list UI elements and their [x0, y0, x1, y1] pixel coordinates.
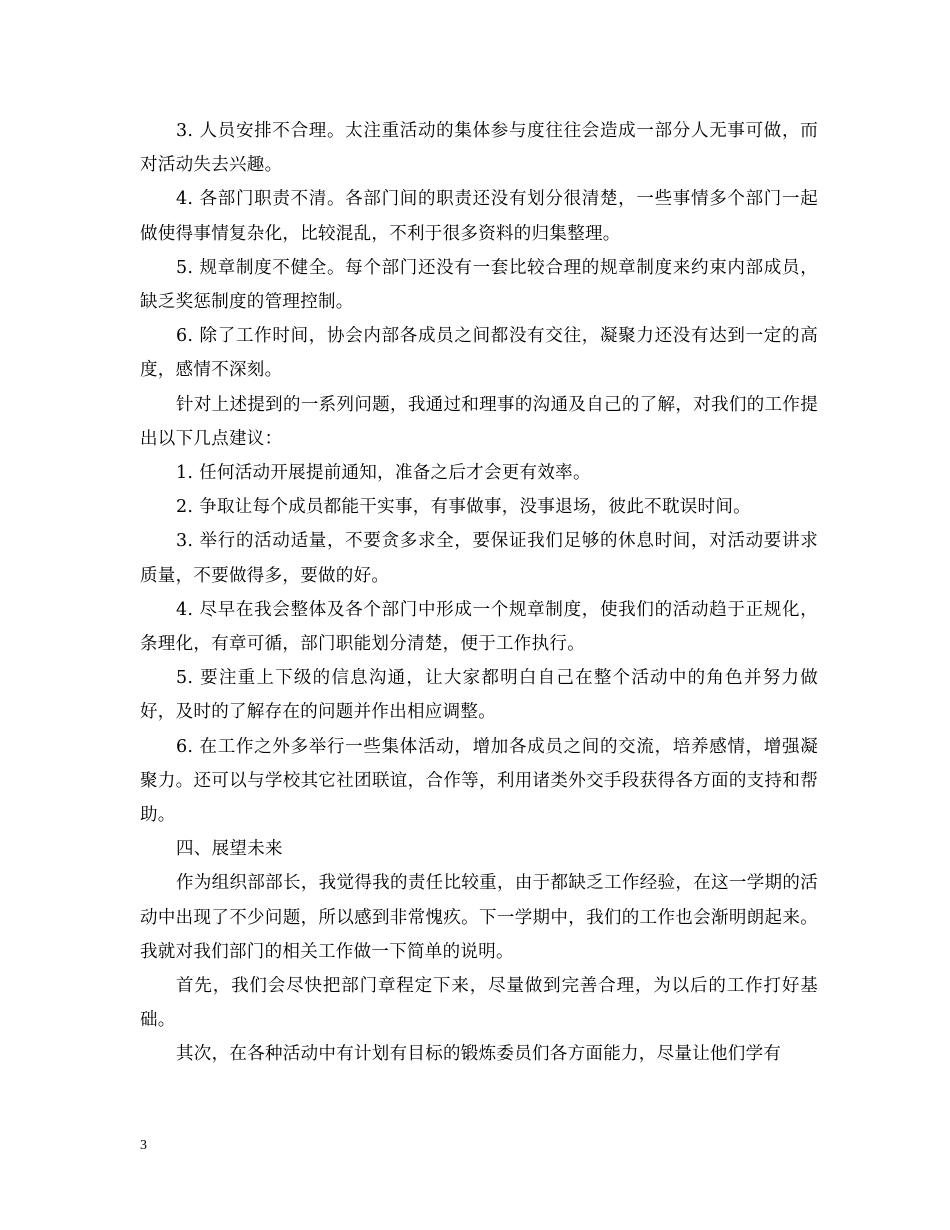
paragraph-issue-3: 3. 人员安排不合理。太注重活动的集体参与度往往会造成一部分人无事可做，而对活动失去兴趣。 [140, 121, 818, 176]
paragraph-first: 首先，我们会尽快把部门章程定下来，尽量做到完善合理，为以后的工作打好基础。 [140, 976, 818, 1031]
paragraph-suggestion-2: 2. 争取让每个成员都能干实事，有事做事，没事退场，彼此不耽误时间。 [176, 497, 751, 518]
section-heading-outlook: 四、展望未来 [176, 839, 283, 860]
paragraph-suggestion-3: 3. 举行的活动适量，不要贪多求全，要保证我们足够的休息时间，对活动要讲求质量，不要做得多，要做的好。 [140, 531, 818, 586]
paragraph-suggestion-5: 5. 要注重上下级的信息沟通，让大家都明白自己在整个活动中的角色并努力做好，及时的了解存在的问题并作出相应调整。 [140, 668, 818, 723]
paragraph-issue-6: 6. 除了工作时间，协会内部各成员之间都没有交往，凝聚力还没有达到一定的高度，感情不深刻。 [140, 326, 818, 381]
page-number: 3 [140, 1138, 147, 1153]
paragraph-suggestion-4: 4. 尽早在我会整体及各个部门中形成一个规章制度，使我们的活动趋于正规化，条理化，有章可循，部门职能划分清楚，便于工作执行。 [140, 599, 818, 655]
paragraph-issue-4: 4. 各部门职责不清。各部门间的职责还没有划分很清楚，一些事情多个部门一起做使得事情复杂化，比较混乱，不利于很多资料的归集整理。 [140, 189, 818, 244]
paragraph-issue-5: 5. 规章制度不健全。每个部门还没有一套比较合理的规章制度来约束内部成员，缺乏奖惩制度的管理控制。 [140, 257, 818, 313]
document-body [140, 114, 818, 1072]
paragraph-suggestions-intro: 针对上述提到的一系列问题，我通过和理事的沟通及自己的了解，对我们的工作提出以下几点建议： [140, 394, 818, 449]
paragraph-suggestion-1: 1. 任何活动开展提前通知，准备之后才会更有效率。 [176, 463, 591, 484]
paragraph-outlook-intro: 作为组织部部长，我觉得我的责任比较重，由于都缺乏工作经验，在这一学期的活动中出现了不少问题，所以感到非常愧疚。下一学期中，我们的工作也会渐明朗起来。我就对我们部门的相关工作做一下简单的说明。 [140, 873, 818, 962]
paragraph-second: 其次，在各种活动中有计划有目标的锻炼委员们各方面能力，尽量让他们学有 [176, 1044, 782, 1065]
paragraph-suggestion-6: 6. 在工作之外多举行一些集体活动，增加各成员之间的交流，培养感情，增强凝聚力。还可以与学校其它社团联谊，合作等，利用诸类外交手段获得各方面的支持和帮助。 [140, 736, 818, 826]
